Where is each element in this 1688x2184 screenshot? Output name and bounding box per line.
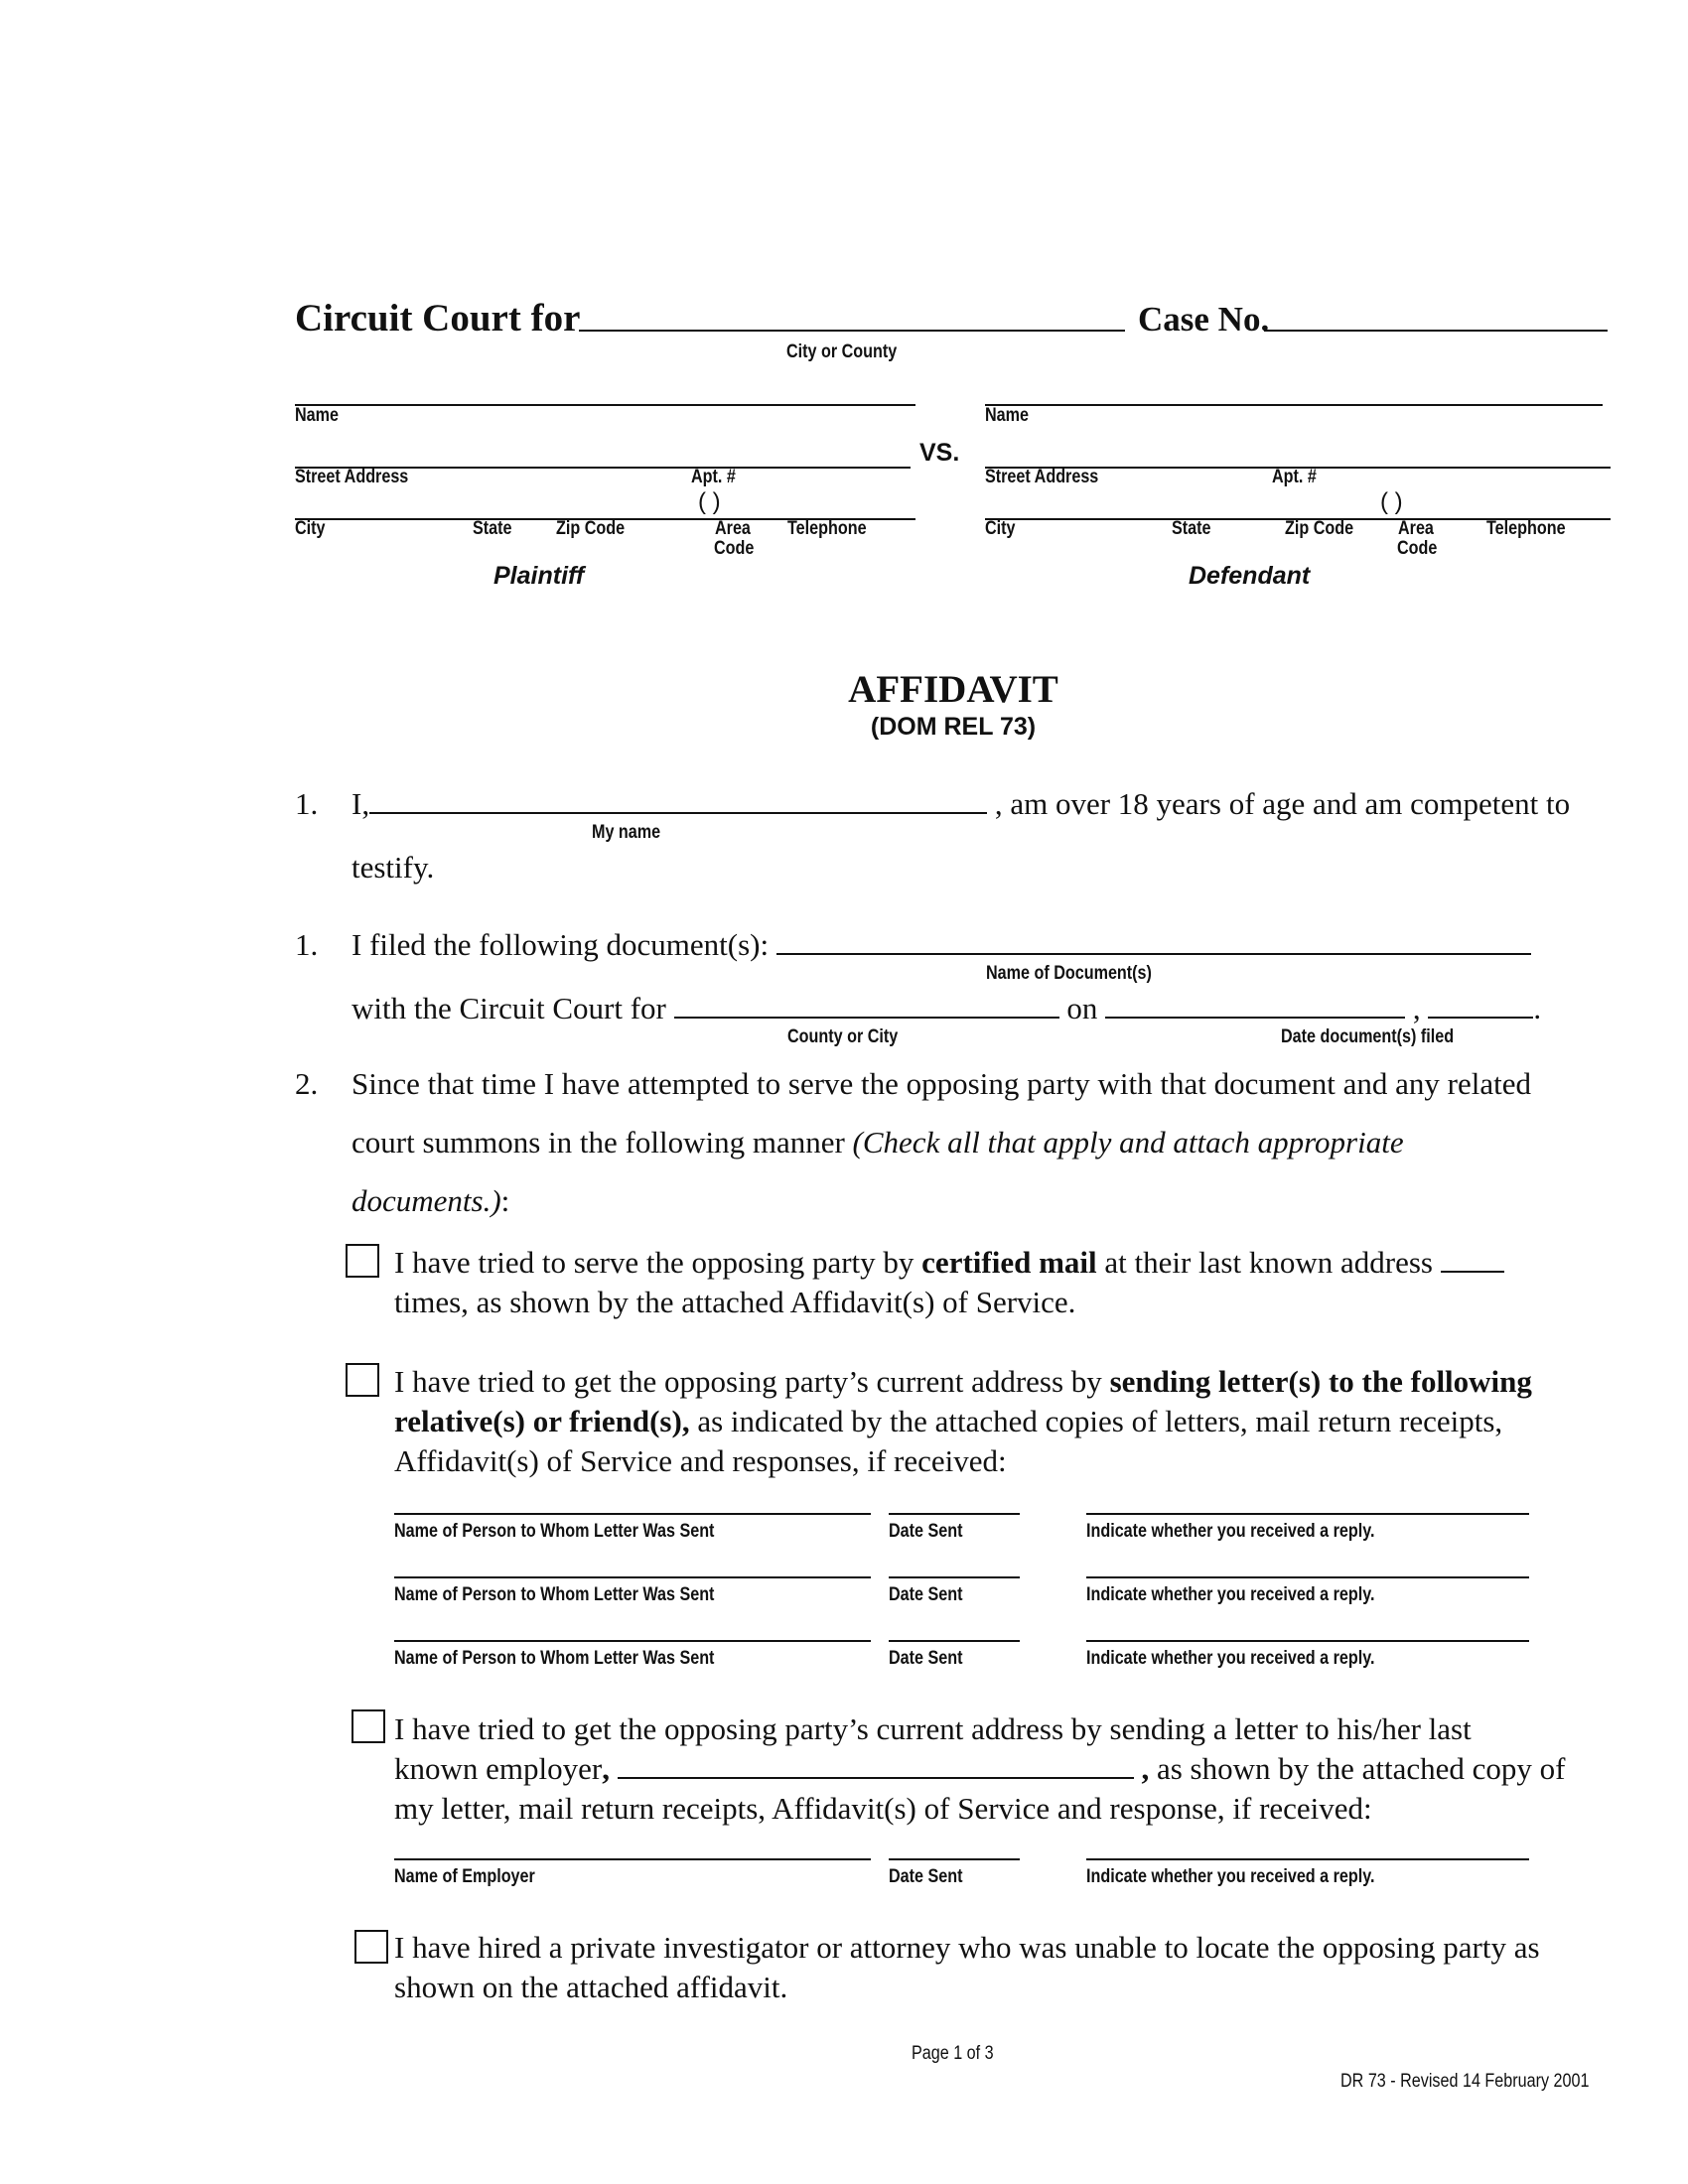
my-name-label: My name	[592, 822, 661, 843]
letter-date-label: Date Sent	[889, 1648, 963, 1669]
plaintiff-zip-label: Zip Code	[556, 518, 626, 539]
plaintiff-area-label: Area	[715, 518, 751, 539]
item1b-text: I filed the following document(s):	[352, 927, 770, 962]
defendant-area-paren: ( )	[1380, 488, 1403, 515]
defendant-area-label: Area	[1398, 518, 1434, 539]
letter-recipient-field[interactable]	[394, 1513, 871, 1515]
certified-mail-checkbox[interactable]	[346, 1244, 379, 1278]
filing-county-field[interactable]	[674, 991, 1059, 1019]
opt1-text-c: at their last known address	[1104, 1245, 1433, 1280]
item2-line2	[352, 1123, 1404, 1162]
employer-date-label: Date Sent	[889, 1866, 963, 1887]
document-subtitle: (DOM REL 73)	[870, 713, 1037, 741]
employer-name-field[interactable]	[618, 1751, 1134, 1779]
letter-recipient-label: Name of Person to Whom Letter Was Sent	[394, 1521, 715, 1542]
item2-line1: Since that time I have attempted to serve the opposing party with that document and any related	[352, 1066, 1531, 1101]
plaintiff-state-label: State	[473, 518, 512, 539]
item1b-with-text: with the Circuit Court for	[352, 991, 666, 1025]
letter-reply-label: Indicate whether you received a reply.	[1086, 1584, 1375, 1605]
item2-line2-b: (Check all that apply and attach appropriate	[852, 1125, 1404, 1160]
opt3-text-e: as shown by the attached copy of	[1156, 1751, 1566, 1786]
opt3-line3: my letter, mail return receipts, Affidavit(s) of Service and response, if received:	[394, 1791, 1372, 1826]
letter-date-field[interactable]	[889, 1576, 1020, 1578]
my-name-field[interactable]	[369, 786, 987, 814]
certified-mail-times-field[interactable]	[1441, 1245, 1504, 1273]
plaintiff-name-field[interactable]	[295, 404, 915, 406]
employer-name-label: Name of Employer	[394, 1866, 535, 1887]
item1b-comma: ,	[1412, 991, 1421, 1025]
letter-date-field[interactable]	[889, 1513, 1020, 1515]
letter-reply-field[interactable]	[1086, 1640, 1529, 1642]
document-name-field[interactable]	[776, 927, 1531, 955]
versus-label: VS.	[919, 439, 960, 467]
county-city-label: County or City	[787, 1026, 899, 1047]
court-label: Circuit Court for	[295, 297, 581, 340]
item1-continuation: testify.	[352, 850, 435, 885]
employer-date-field[interactable]	[889, 1858, 1020, 1860]
defendant-phone-label: Telephone	[1486, 518, 1566, 539]
opt2-line1	[394, 1362, 1532, 1402]
opt3-text-b: known employer	[394, 1751, 603, 1786]
item2-line3	[352, 1181, 509, 1221]
page-number: Page 1 of 3	[912, 2043, 994, 2064]
filing-date-field[interactable]	[1105, 991, 1405, 1019]
item1-suffix: , am over 18 years of age and am competent to	[994, 786, 1571, 821]
letter-recipient-field[interactable]	[394, 1640, 871, 1642]
letter-recipient-label: Name of Person to Whom Letter Was Sent	[394, 1584, 715, 1605]
opt1-text-b: certified mail	[921, 1245, 1097, 1280]
item1-number: 1.	[295, 786, 319, 821]
letters-relatives-checkbox[interactable]	[346, 1363, 379, 1397]
revision-note: DR 73 - Revised 14 February 2001	[1340, 2071, 1590, 2092]
opt2-text-b: sending letter(s) to the following	[1109, 1364, 1532, 1399]
filing-year-field[interactable]	[1428, 991, 1533, 1019]
court-name-field[interactable]	[579, 330, 1125, 332]
plaintiff-phone-label: Telephone	[787, 518, 867, 539]
letter-reply-field[interactable]	[1086, 1576, 1529, 1578]
case-number-field[interactable]	[1264, 330, 1608, 332]
plaintiff-apt-label: Apt. #	[691, 467, 736, 487]
employer-reply-field[interactable]	[1086, 1858, 1529, 1860]
defendant-street-label: Street Address	[985, 467, 1099, 487]
opt2-line3: Affidavit(s) of Service and responses, if received:	[394, 1443, 1007, 1478]
defendant-city-label: City	[985, 518, 1016, 539]
item1b-period: .	[1533, 991, 1542, 1025]
opt2-text-c: relative(s) or friend(s),	[394, 1404, 690, 1438]
item1b-number: 1.	[295, 927, 319, 962]
plaintiff-area-paren: ( )	[698, 488, 721, 515]
letter-date-field[interactable]	[889, 1640, 1020, 1642]
item2-line3-b: :	[500, 1183, 510, 1218]
defendant-name-label: Name	[985, 405, 1029, 426]
plaintiff-role: Plaintiff	[493, 562, 585, 590]
letter-reply-label: Indicate whether you received a reply.	[1086, 1521, 1375, 1542]
opt1-line2: times, as shown by the attached Affidavit(s) of Service.	[394, 1285, 1076, 1319]
item2-line3-a: documents.)	[352, 1183, 501, 1218]
opt2-text-d: as indicated by the attached copies of letters, mail return receipts,	[697, 1404, 1503, 1438]
defendant-state-label: State	[1172, 518, 1211, 539]
letter-recipient-label: Name of Person to Whom Letter Was Sent	[394, 1648, 715, 1669]
defendant-apt-label: Apt. #	[1272, 467, 1317, 487]
document-title: AFFIDAVIT	[848, 668, 1058, 711]
plaintiff-code-label: Code	[714, 538, 755, 559]
employer-letter-checkbox[interactable]	[352, 1709, 385, 1743]
date-filed-label: Date document(s) filed	[1281, 1026, 1455, 1047]
opt3-line1: I have tried to get the opposing party’s current address by sending a letter to his/her last	[394, 1711, 1472, 1746]
defendant-role: Defendant	[1189, 562, 1311, 590]
plaintiff-city-label: City	[295, 518, 326, 539]
letter-date-label: Date Sent	[889, 1521, 963, 1542]
letter-reply-field[interactable]	[1086, 1513, 1529, 1515]
defendant-code-label: Code	[1397, 538, 1438, 559]
opt4-line2: shown on the attached affidavit.	[394, 1970, 788, 2004]
case-label: Case No.	[1138, 300, 1270, 339]
defendant-name-field[interactable]	[985, 404, 1603, 406]
investigator-checkbox[interactable]	[354, 1930, 388, 1964]
item1b-on-text: on	[1066, 991, 1098, 1025]
opt3-line2	[394, 1749, 1565, 1789]
plaintiff-street-label: Street Address	[295, 467, 409, 487]
item1b-line2	[352, 989, 1541, 1028]
document-name-label: Name of Document(s)	[986, 963, 1152, 984]
opt3-text-c: ,	[602, 1751, 610, 1786]
item1-line	[352, 784, 1570, 824]
court-sublabel: City or County	[786, 341, 898, 362]
opt4-line1: I have hired a private investigator or attorney who was unable to locate the opposing party as	[394, 1930, 1540, 1965]
item2-line2-a: court summons in the following manner	[352, 1125, 845, 1160]
letter-recipient-field[interactable]	[394, 1576, 871, 1578]
opt2-text-a: I have tried to get the opposing party’s current address by	[394, 1364, 1102, 1399]
item1-prefix: I,	[352, 786, 370, 821]
opt3-text-d: ,	[1141, 1751, 1150, 1786]
plaintiff-name-label: Name	[295, 405, 339, 426]
opt1-line1	[394, 1243, 1504, 1283]
employer-reply-label: Indicate whether you received a reply.	[1086, 1866, 1375, 1887]
defendant-zip-label: Zip Code	[1285, 518, 1354, 539]
employer-row-name-field[interactable]	[394, 1858, 871, 1860]
opt2-line2	[394, 1402, 1502, 1441]
item2-number: 2.	[295, 1066, 319, 1101]
letter-reply-label: Indicate whether you received a reply.	[1086, 1648, 1375, 1669]
letter-date-label: Date Sent	[889, 1584, 963, 1605]
opt1-text-a: I have tried to serve the opposing party by	[394, 1245, 914, 1280]
item1b-line	[352, 925, 1531, 965]
